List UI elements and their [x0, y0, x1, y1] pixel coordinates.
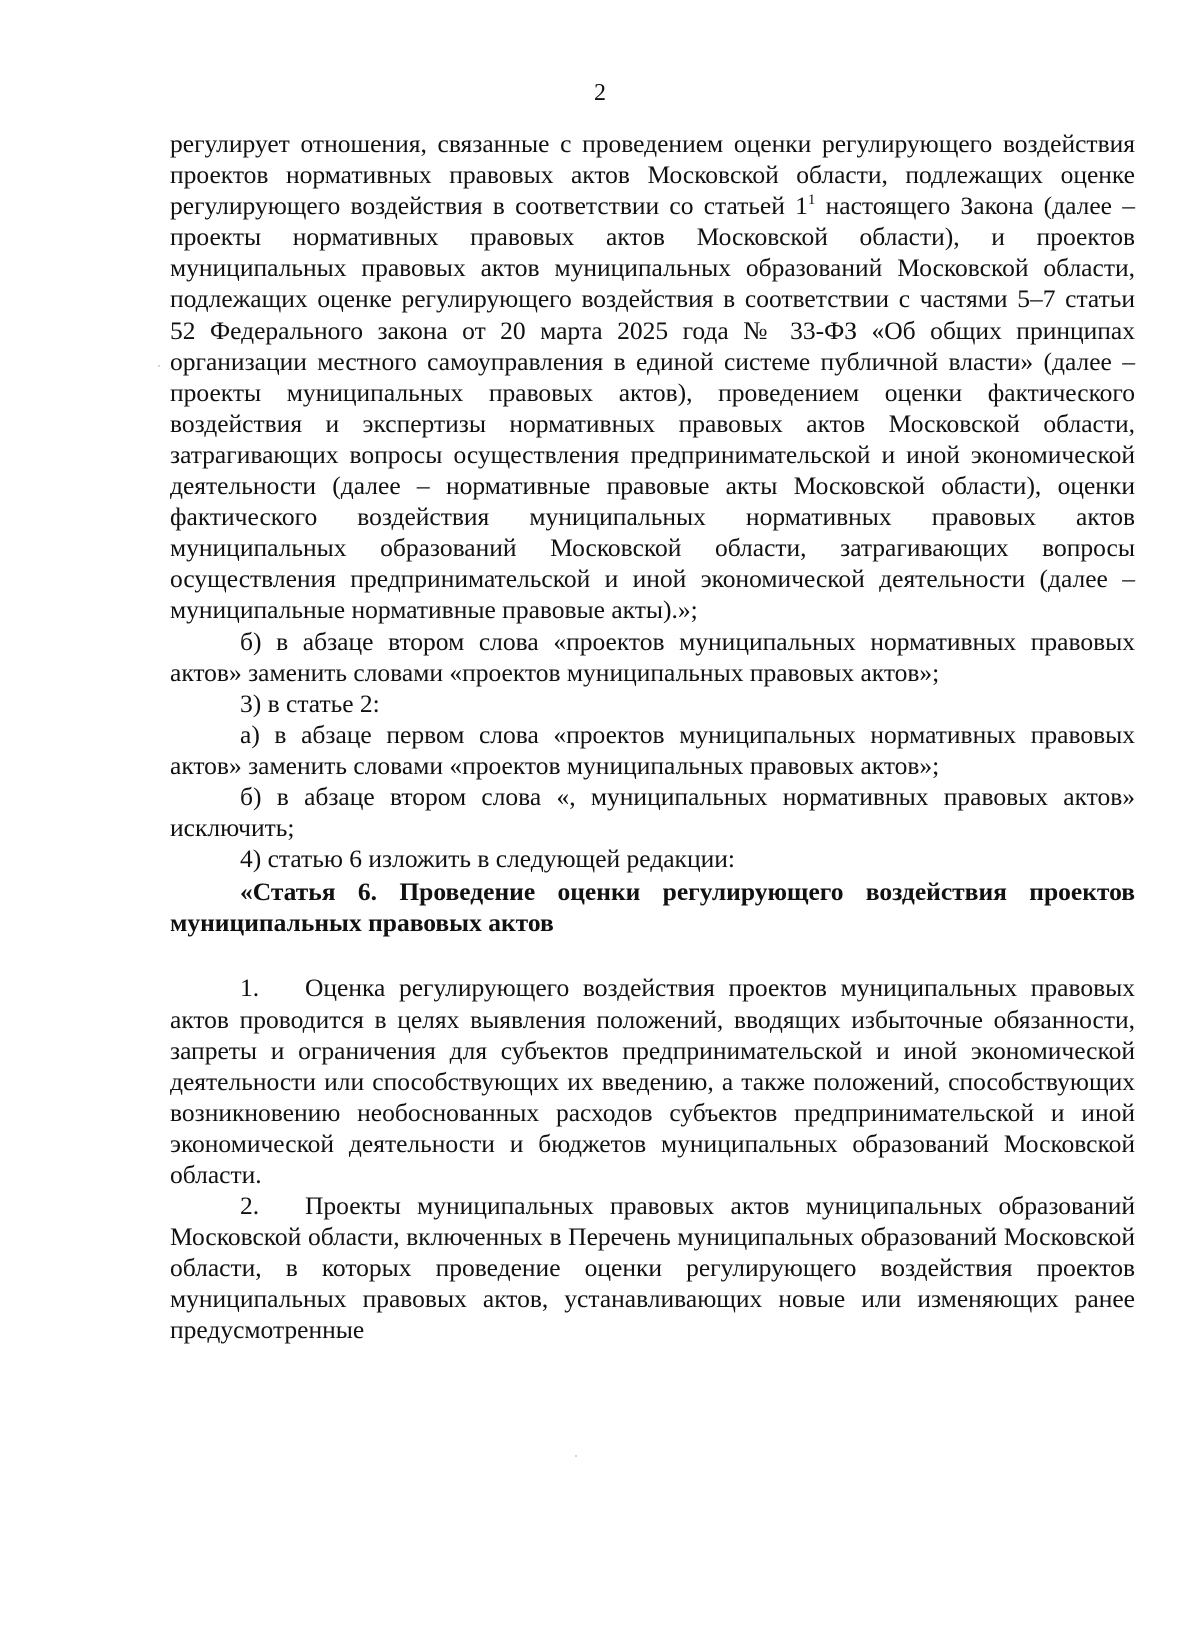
paragraph-amendment-a: а) в абзаце первом слова «проектов муниципальных нормативных правовых актов» заменить словами «проектов муниципальных правовых актов»; — [170, 719, 1135, 780]
paragraph-article-6-intro: 4) статью 6 изложить в следующей редакции: — [240, 844, 735, 874]
list-item-2 — [170, 1190, 1135, 1345]
paragraph-amendment-b-exclude: б) в абзаце втором слова «, муниципальных нормативных правовых актов» исключить; — [170, 781, 1135, 843]
list-item-1 — [170, 972, 1135, 1190]
document-body — [170, 128, 1135, 1346]
paragraph-article-2: 3) в статье 2: — [240, 688, 380, 718]
article-superscript: 1 — [807, 192, 816, 209]
paragraph-scope-text-start: регулирует отношения, связанные с проведением оценки регулирующего воздействия проектов нормативных правовых актов Московской области, подлежащих оценке регулирующего воздействия в соответствии со статьей 1 — [170, 129, 1135, 221]
paragraph-scope — [170, 128, 1135, 626]
list-item-2-number: 2. — [240, 1191, 260, 1221]
scan-artifact — [575, 1455, 577, 1457]
paragraph-amendment-b: б) в абзаце втором слова «проектов муниципальных нормативных правовых актов» заменить словами «проектов муниципальных правовых актов»; — [170, 626, 1135, 687]
scan-artifact — [158, 365, 160, 367]
list-item-2-text: Проекты муниципальных правовых актов муниципальных образований Московской области, включенных в Перечень муниципальных образований Московской области, в которых проведение оценки регулирующего воздействия проектов муниципальных правовых актов, устанавливающих новые или изменяющих ранее предусмотренные — [170, 1191, 1135, 1345]
list-item-1-number: 1. — [240, 973, 260, 1003]
section-spacer — [170, 938, 1135, 972]
page-number: 2 — [594, 80, 606, 106]
article-6-heading: «Статья 6. Проведение оценки регулирующего воздействия проектов муниципальных правовых актов — [170, 877, 1135, 938]
list-item-1-text: Оценка регулирующего воздействия проектов муниципальных правовых актов проводится в целях выявления положений, вводящих избыточные обязанности, запреты и ограничения для субъектов предпринимательской и иной экономической деятельности или способствующих их введению, а также положений, способствующих возникновению необоснованных расходов субъектов предпринимательской и иной экономической деятельности и бюджетов муниципальных образований Московской области. — [170, 973, 1135, 1189]
paragraph-scope-text-end: настоящего Закона (далее – проекты нормативных правовых актов Московской области), и проектов муниципальных правовых актов муниципальных образований Московской области, подлежащих оценке регулирующего воздействия в соответствии с частями 5–7 статьи 52 Федерального закона от 20 марта 2025 года № 33-ФЗ «Об общих принципах организации местного самоуправления в единой системе публичной власти» (далее – проекты муниципальных правовых актов), проведением оценки фактического воздействия и экспертизы нормативных правовых актов Московской области, затрагивающих вопросы осуществления предпринимательской и иной экономической деятельности (далее – нормативные правовые акты Московской области), оценки фактического воздействия муниципальных нормативных правовых актов муниципальных образований Московской области, затрагивающих вопросы осуществления предпринимательской и иной экономической деятельности (далее – муниципальные нормативные правовые акты).»; — [170, 191, 1135, 625]
